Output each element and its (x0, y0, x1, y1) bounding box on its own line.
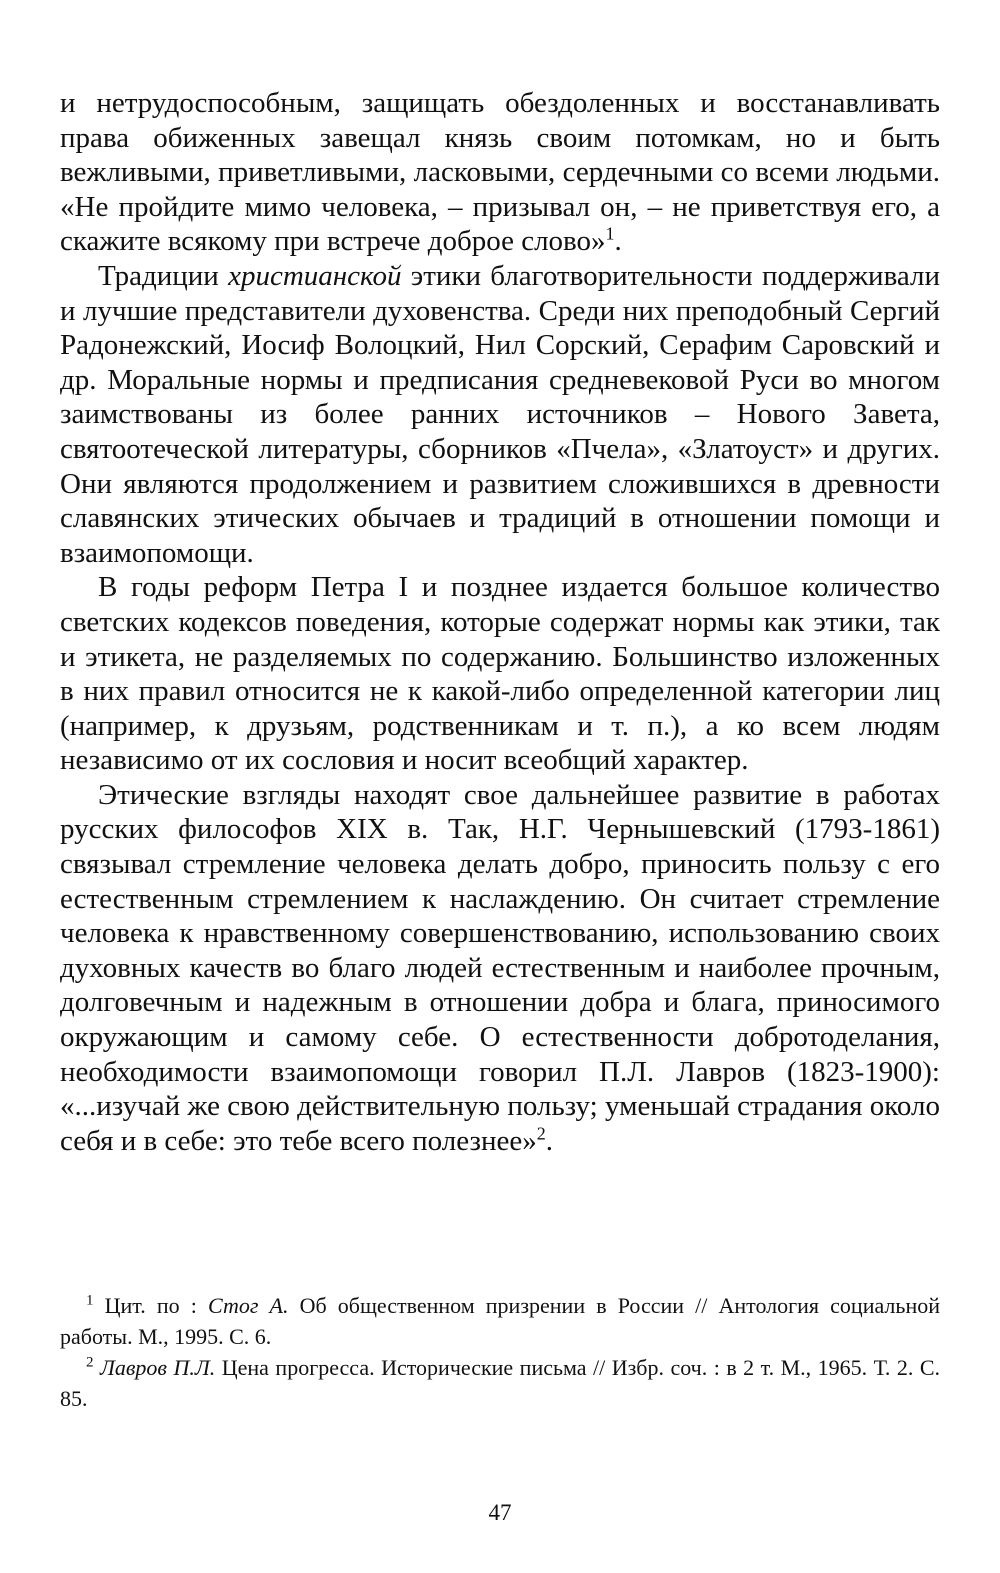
footnote-1 (60, 1290, 940, 1352)
paragraph-4 (60, 778, 940, 1159)
main-text (60, 86, 940, 1158)
paragraph-2 (60, 259, 940, 570)
paragraph-2-text: этики благотворительности поддерживали и лучшие представители духовенства. Среди них преподобный Сергий Радонежский, Иосиф Волоцкий, Нил Сорский, Серафим Саровский и др. Моральные нормы и предписания средневековой Руси во многом заимствованы из более ранних источников – Нового Завета, святоотеческой литературы, сборников «Пчела», «Златоуст» и других. Они являются продолжением и развитием сложившихся в древности славянских этических обычаев и традиций в отношении помощи и взаимопомощи. (60, 259, 940, 569)
paragraph-1-end: . (614, 225, 622, 258)
footnote-1-marker: 1 (86, 1292, 94, 1309)
page-number: 47 (488, 1500, 512, 1525)
footnote-ref-2[interactable]: 2 (536, 1123, 546, 1144)
paragraph-4-text: Этические взгляды находят свое дальнейшее развитие в работах русских философов XIX в. Так, Н.Г. Чернышевский (1793-1861) связывал стремление человека делать добро, приносить пользу с его естественным стремлением к наслаждению. Он считает стремление человека к нравственному совершенствованию, использованию своих духовных качеств во благо людей естественным и наиболее прочным, долговечным и надежным в отношении добра и блага, приносимого окружающим и самому себе. О естественности добротоделания, необходимости взаимопомощи говорил П.Л. Лавров (1823-1900): «...изучай же свою действительную пользу; уменьшай страдания около себя и в себе: это тебе всего полезнее» (60, 778, 940, 1157)
footnote-2-marker: 2 (86, 1354, 94, 1371)
footnote-1-prefix: Цит. по : (93, 1293, 208, 1318)
footnotes (60, 1290, 940, 1414)
footnote-ref-1[interactable]: 1 (605, 223, 615, 244)
paragraph-2-emphasis: христианской (228, 259, 402, 292)
paragraph-1 (60, 86, 940, 259)
paragraph-3-text: В годы реформ Петра I и позднее издается большое количество светских кодексов поведения, которые содержат нормы как этики, так и этикета, не разделяемых по содержанию. Большинство изложенных в них правил относится не к какой-либо определенной категории лиц (например, к друзьям, родственникам и т. п.), а ко всем людям независимо от их сословия и носит всеобщий характер. (60, 571, 940, 777)
paragraph-3 (60, 570, 940, 778)
paragraph-4-end: . (545, 1124, 553, 1157)
paragraph-2-start: Традиции (98, 259, 229, 292)
footnote-2 (60, 1352, 940, 1414)
footnote-2-author: Лавров П.Л. (99, 1355, 216, 1380)
footnote-2-text: Цена прогресса. Исторические письма // Избр. соч. : в 2 т. М., 1965. Т. 2. С. 85. (60, 1355, 940, 1411)
footnote-1-author: Стог А. (207, 1293, 289, 1318)
paragraph-1-text: и нетрудоспособным, защищать обездоленных и восстанавливать права обиженных завещал князь своим потомкам, но и быть вежливыми, приветливыми, ласковыми, сердечными со всеми людьми. «Не пройдите мимо человека, – призывал он, – не приветствуя его, а скажите всякому при встрече доброе слово» (60, 87, 940, 258)
footnote-1-text: Об общественном призрении в России // Антология социальной работы. М., 1995. С. 6. (60, 1293, 940, 1349)
